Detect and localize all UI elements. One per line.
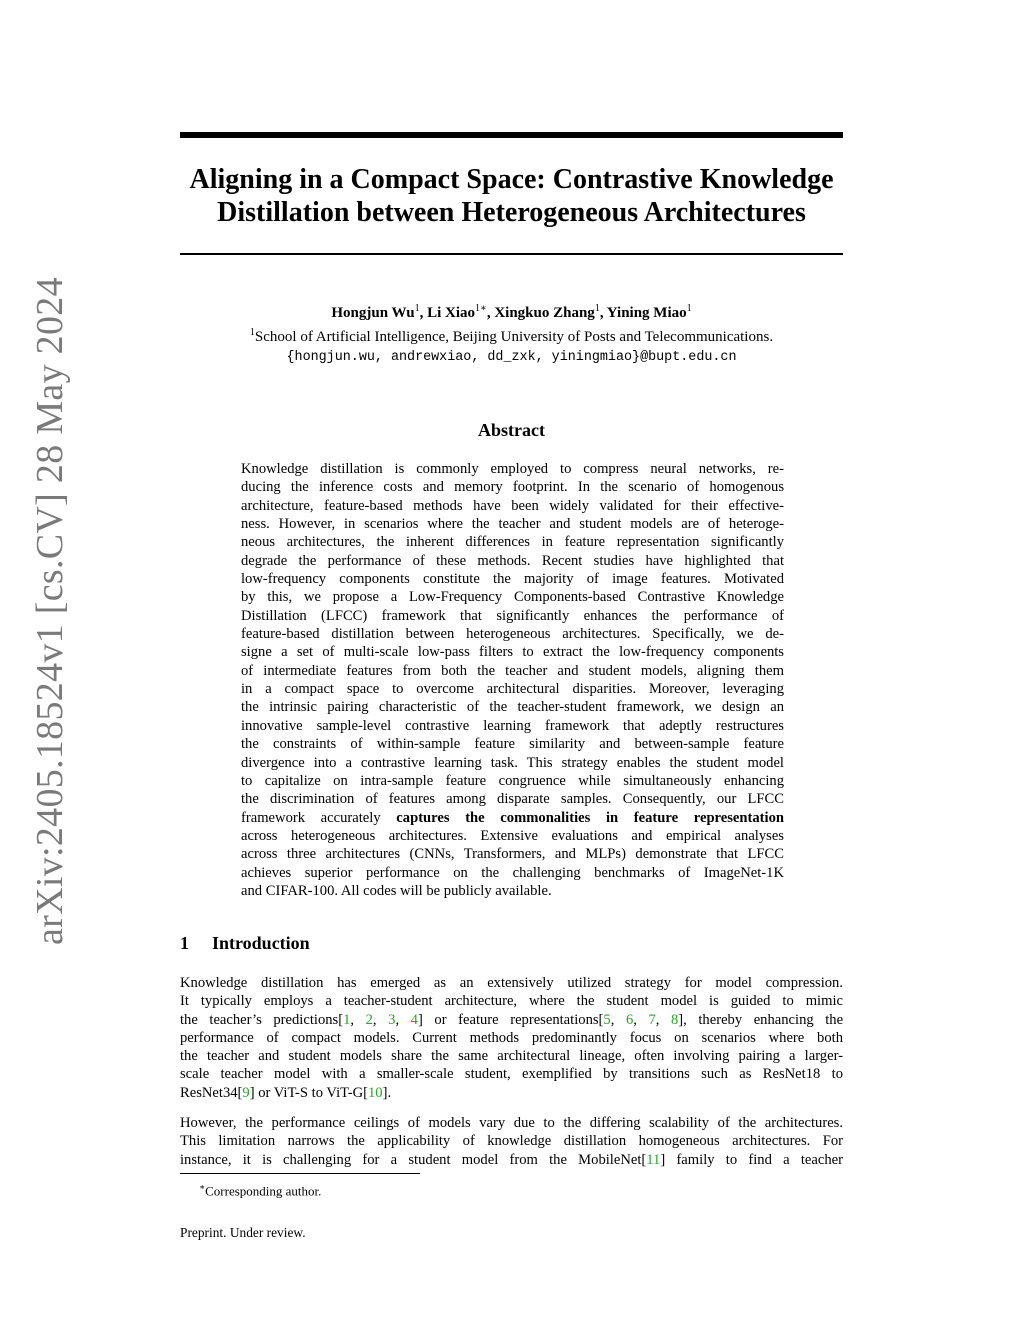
footnote-rule: [180, 1173, 420, 1174]
abstract-line: achieves superior performance on the challenging benchmarks of ImageNet-1K: [241, 864, 784, 881]
abstract-line: ness. However, in scenarios where the teacher and student models are of heteroge-: [241, 516, 784, 533]
author-affiliation-mark: 1: [594, 303, 600, 314]
paragraph-line-with-citations: [180, 1151, 843, 1169]
citation-link[interactable]: 10: [367, 1084, 383, 1101]
author-name: Yining Miao: [606, 305, 687, 321]
citation-link[interactable]: 3: [388, 1011, 396, 1028]
abstract-line: divergence into a contrastive learning task. This strategy enables the student model: [241, 754, 784, 771]
author-name: Xingkuo Zhang: [494, 305, 595, 321]
citation-link[interactable]: 4: [410, 1011, 418, 1028]
section-title: Introduction: [212, 933, 310, 953]
abstract-line: in a compact space to overcome architectural disparities. Moreover, leveraging: [241, 681, 784, 698]
citation-link[interactable]: 9: [242, 1084, 250, 1101]
paragraph-line: the teacher and student models share the same architectural lineage, often involving pairing a larger-: [180, 1048, 843, 1064]
abstract-line: across three architectures (CNNs, Transformers, and MLPs) demonstrate that LFCC: [241, 846, 784, 863]
citation-link[interactable]: 5: [603, 1011, 611, 1028]
abstract-bold-phrase: captures the commonalities in feature representation: [396, 809, 785, 826]
text-run: ] family to find a teacher: [660, 1151, 843, 1168]
author-affiliation-mark: 1∗: [475, 303, 487, 314]
section-number: 1: [180, 933, 189, 953]
intro-paragraph-1: [180, 974, 843, 1102]
abstract-line: degrade the performance of these methods. Recent studies have highlighted that: [241, 552, 784, 569]
abstract-line: feature-based distillation between heterogeneous architectures. Specifically, we de-: [241, 626, 784, 643]
text-run: ResNet34[: [180, 1084, 243, 1101]
author-affiliation-mark: 1: [414, 303, 420, 314]
paragraph-line-with-citations: the teacher’s predictions[1, 2, 3, 4] or feature representations[5, 6, 7, 8], thereby enhancing the: [180, 1011, 844, 1028]
section-heading-introduction: [180, 932, 843, 954]
abstract-line: to capitalize on intra-sample feature congruence while simultaneously enhancing: [241, 772, 784, 789]
abstract-line: the constraints of within-sample feature similarity and between-sample feature: [241, 736, 784, 753]
abstract-line: ducing the inference costs and memory footprint. In the scenario of homogenous: [241, 479, 784, 496]
text-run: ] or feature representations[: [417, 1011, 604, 1028]
abstract-line: Distillation (LFCC) framework that significantly enhances the performance of: [241, 607, 784, 624]
paragraph-line: However, the performance ceilings of models vary due to the differing scalability of the architectures.: [180, 1115, 843, 1131]
abstract-line: across heterogeneous architectures. Extensive evaluations and empirical analyses: [241, 827, 784, 844]
paragraph-line: performance of compact models. Current methods predominantly focus on scenarios where both: [180, 1029, 843, 1046]
abstract-line: the discrimination of features among disparate samples. Consequently, our LFCC: [241, 791, 784, 808]
text-run: the teacher’s predictions[: [180, 1011, 344, 1028]
footnote: [199, 1178, 321, 1200]
citation-link[interactable]: 1: [343, 1011, 351, 1028]
text-run: ].: [382, 1084, 392, 1101]
footnote-text: Corresponding author.: [205, 1183, 322, 1199]
abstract-line: by this, we propose a Low-Frequency Components-based Contrastive Knowledge: [241, 589, 784, 606]
text-run: ], thereby enhancing the: [678, 1011, 844, 1028]
affiliation-mark: 1: [249, 327, 255, 338]
citation-link[interactable]: 11: [646, 1151, 661, 1168]
title-line-2: Distillation between Heterogeneous Architectures: [217, 197, 806, 228]
paragraph-line: scale teacher model with a smaller-scale student, exemplified by transitions such as ResNet18 to: [180, 1066, 843, 1083]
citation-link[interactable]: 6: [625, 1011, 634, 1028]
abstract-line: innovative sample-level contrastive learning framework that adeptly restructures: [241, 717, 784, 734]
title-top-rule: [180, 132, 843, 138]
abstract-text: framework accurately: [241, 809, 397, 826]
paragraph-line: Knowledge distillation has emerged as an extensively utilized strategy for model compression.: [180, 975, 843, 991]
abstract-heading: Abstract: [478, 420, 545, 440]
citation-link[interactable]: 8: [671, 1011, 679, 1028]
abstract-line: Knowledge distillation is commonly employed to compress neural networks, re-: [241, 461, 784, 477]
paragraph-line: It typically employs a teacher-student architecture, where the student model is guided to mimic: [180, 993, 843, 1010]
abstract-line: the intrinsic pairing characteristic of the teacher-student framework, we design an: [241, 699, 784, 716]
author-name: Li Xiao: [427, 305, 476, 321]
intro-paragraph-2: [180, 1114, 843, 1169]
paper-title: [180, 163, 843, 229]
abstract-line-with-bold: [241, 809, 784, 827]
author-name: Hongjun Wu: [331, 305, 415, 321]
abstract-line: of intermediate features from both the teacher and student models, aligning them: [241, 662, 784, 679]
author-list: Hongjun Wu$^1$, Li Xiao$^{1∗}$, Xingkuo Zhang$^1$, Yining Miao$^1$: [331, 303, 692, 321]
text-run: ] or ViT-S to ViT-G[: [249, 1084, 368, 1101]
citation-link[interactable]: 7: [648, 1011, 656, 1028]
citation-link[interactable]: 2: [365, 1011, 373, 1028]
abstract-line: neous architectures, the inherent differences in feature representation significantly: [241, 534, 784, 551]
abstract-line: architecture, feature-based methods have been widely validated for their effective-: [241, 497, 784, 514]
title-line-1: Aligning in a Compact Space: Contrastive Knowledge: [189, 164, 834, 195]
text-run: instance, it is challenging for a student model from the MobileNet[: [180, 1151, 647, 1168]
footnote-mark: ∗: [199, 1182, 206, 1192]
title-bottom-rule: [180, 253, 843, 255]
affiliation: [180, 323, 843, 347]
abstract-line: and CIFAR-100. All codes will be publicly available.: [241, 882, 552, 899]
page-footer: Preprint. Under review.: [180, 1225, 306, 1240]
paragraph-line: This limitation narrows the applicability of knowledge distillation homogeneous architectures. For: [180, 1133, 843, 1150]
affiliation-text: School of Artificial Intelligence, Beijing University of Posts and Telecommunications.: [254, 329, 774, 345]
abstract-body: [241, 460, 784, 900]
paragraph-line-with-citations: [180, 1084, 843, 1102]
abstract-line: low-frequency components constitute the majority of image features. Motivated: [241, 571, 784, 588]
author-emails: {hongjun.wu, andrewxiao, dd_zxk, yiningmiao}@bupt.edu.cn: [286, 350, 737, 365]
arxiv-side-stamp: arXiv:2405.18524v1 [cs.CV] 28 May 2024: [29, 277, 71, 945]
abstract-line: signe a set of multi-scale low-pass filters to extract the low-frequency components: [241, 644, 784, 661]
author-affiliation-mark: 1: [686, 303, 692, 314]
